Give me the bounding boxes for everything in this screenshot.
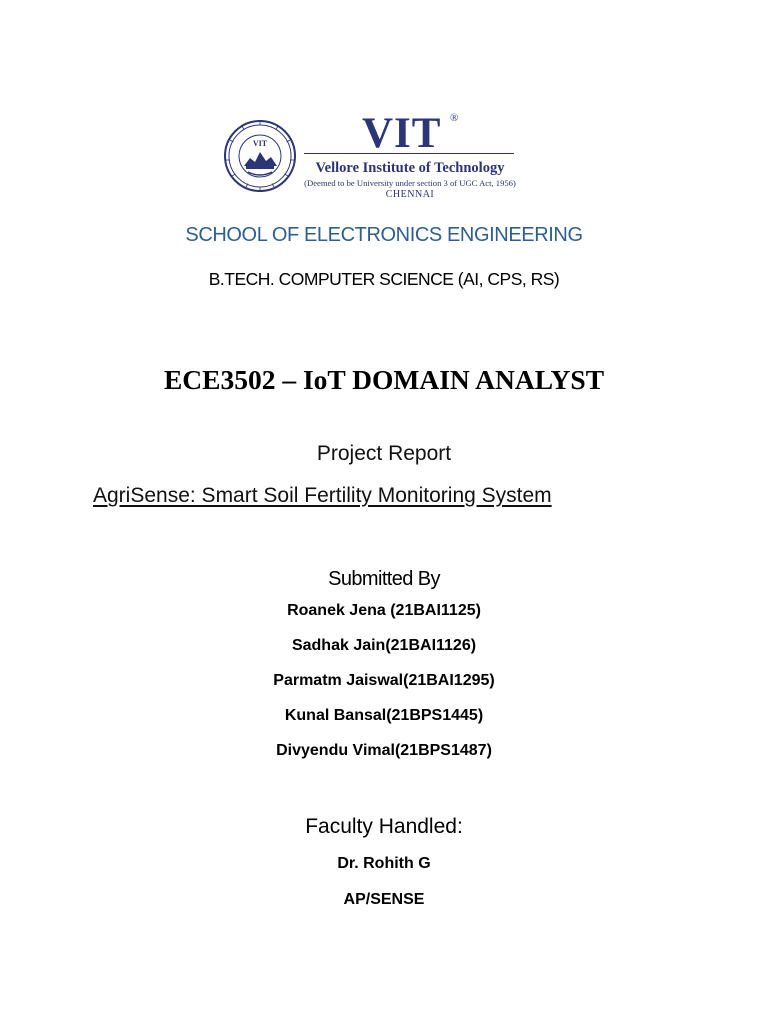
svg-text:VIT: VIT <box>252 139 268 148</box>
logo-divider <box>304 153 514 154</box>
course-title: ECE3502 – IoT DOMAIN ANALYST <box>163 364 605 395</box>
campus-name: CHENNAI <box>385 189 435 200</box>
report-label: Project Report <box>316 442 452 465</box>
vit-seal-icon <box>222 116 298 196</box>
registered-mark: ® <box>450 112 459 124</box>
vit-logo <box>222 110 522 202</box>
team-member: Parmatm Jaiswal(21BAI1295) <box>273 672 495 689</box>
project-title: AgriSense: Smart Soil Fertility Monitoring System <box>93 484 552 507</box>
faculty-name: Dr. Rohith G <box>337 855 431 872</box>
deemed-university-note: (Deemed to be University under section 3 of UGC Act, 1956) <box>304 178 516 188</box>
vit-wordmark: VIT <box>362 110 442 157</box>
submitted-by-heading: Submitted By <box>328 568 440 590</box>
program-name: B.TECH. COMPUTER SCIENCE (AI, CPS, RS) <box>208 269 560 289</box>
institute-name: Vellore Institute of Technology <box>315 160 505 176</box>
team-member: Kunal Bansal(21BPS1445) <box>284 707 484 724</box>
faculty-designation: AP/SENSE <box>343 891 425 908</box>
faculty-heading: Faculty Handled: <box>305 815 463 838</box>
school-name: SCHOOL OF ELECTRONICS ENGINEERING <box>185 224 583 246</box>
team-member: Divyendu Vimal(21BPS1487) <box>276 742 492 759</box>
team-member: Sadhak Jain(21BAI1126) <box>291 637 477 654</box>
team-member: Roanek Jena (21BAI1125) <box>287 602 481 619</box>
